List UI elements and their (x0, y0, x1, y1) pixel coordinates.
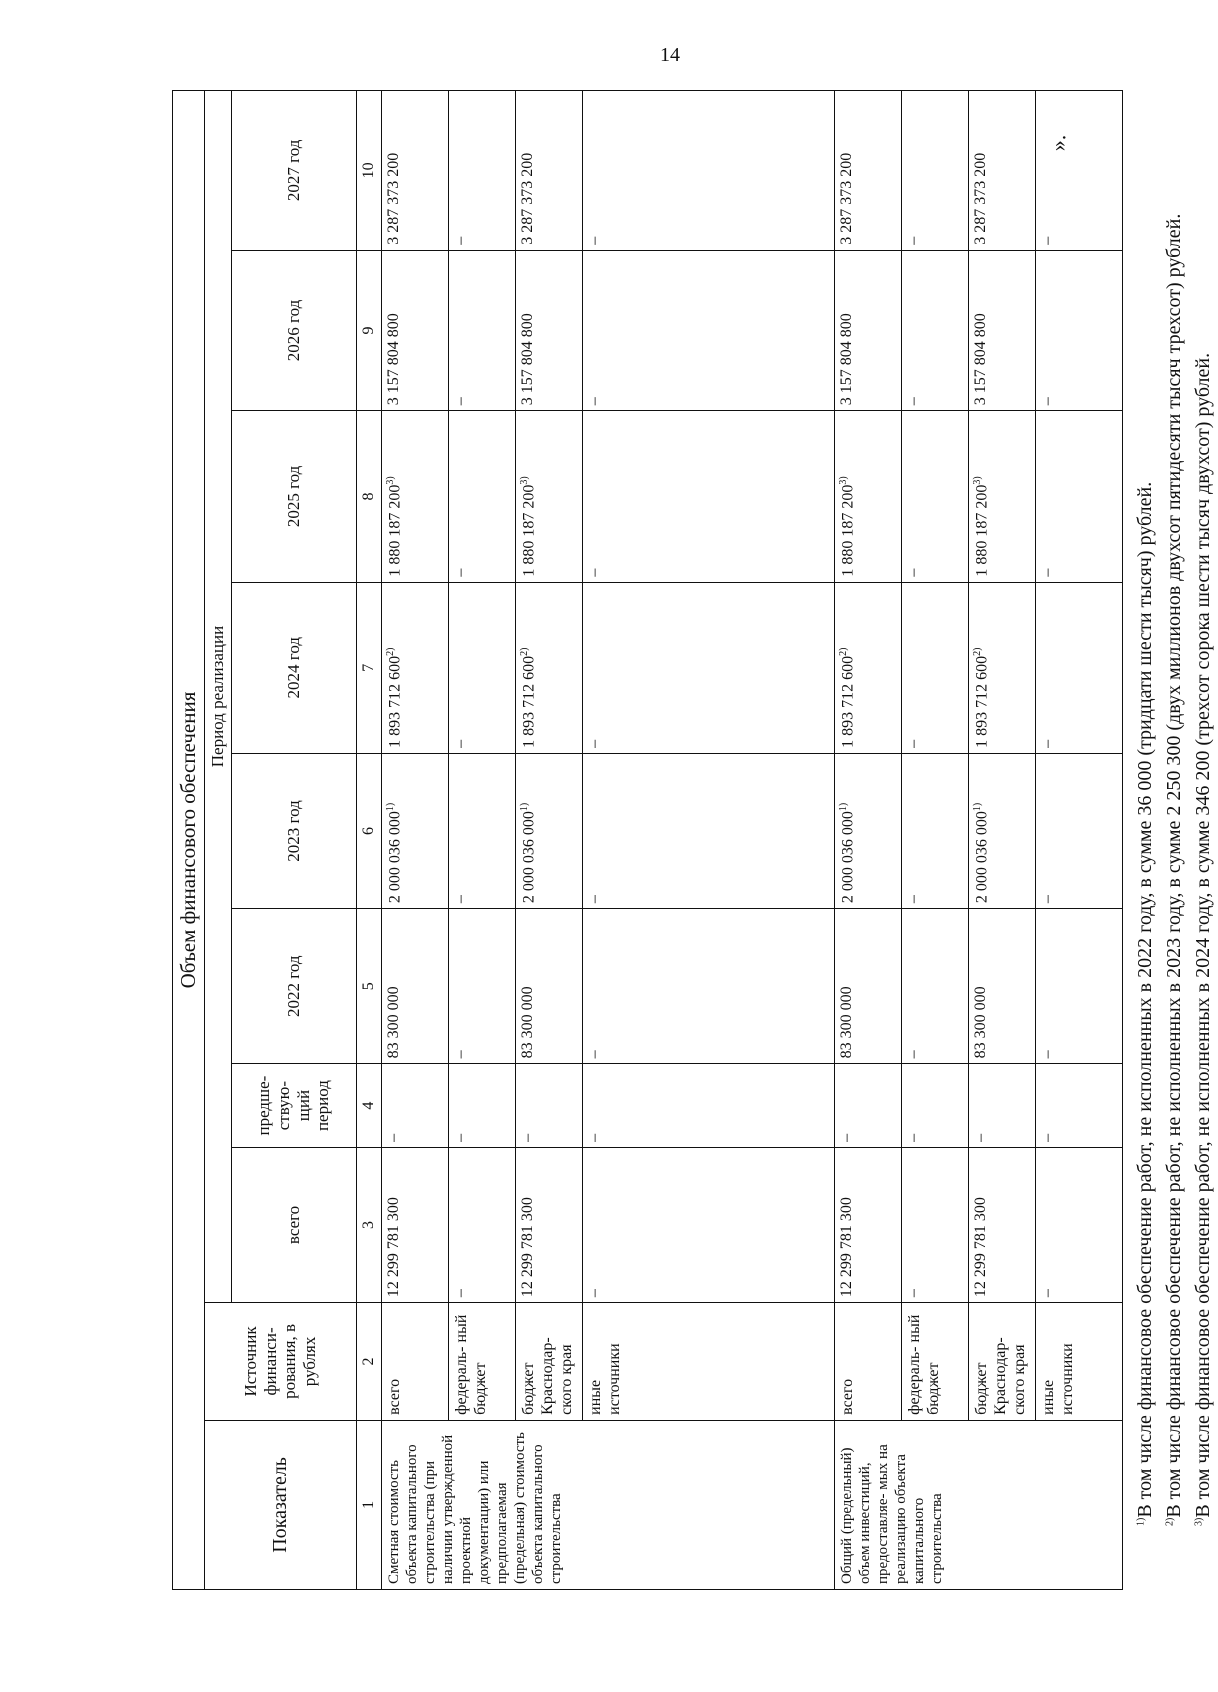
value-cell: – (834, 1064, 901, 1148)
value-cell: – (901, 753, 968, 908)
value-cell: – (381, 1064, 448, 1148)
financing-table (172, 90, 1123, 1590)
column-number-row (356, 91, 381, 1590)
footnote-ref: 3) (518, 476, 530, 485)
value-cell: 2 000 036 000$^{1)}$ (381, 753, 448, 908)
footnote-ref: 1) (384, 802, 396, 812)
value-cell: – (582, 411, 834, 582)
indicator-cell: Сметная стоимость объекта капитального строительства (при наличии утвержденной проектной документации) или предполагаемая (предельная) стоимость объекта капитального строительства (381, 1420, 834, 1589)
header-year-2024: 2024 год (231, 582, 356, 753)
value-cell: – (901, 582, 968, 753)
source-cell: бюджет Краснодар- ского края (515, 1303, 582, 1421)
value-cell: 1 893 712 600$^{2)}$ (381, 582, 448, 753)
header-year-2023: 2023 год (231, 753, 356, 908)
header-total: всего (231, 1147, 356, 1302)
col-number: 2 (356, 1303, 381, 1421)
header-year-2022: 2022 год (231, 909, 356, 1064)
header-year-2026: 2026 год (231, 250, 356, 411)
value-cell: 1 880 187 200$^{3)}$ (834, 411, 901, 582)
value-cell: 83 300 000 (968, 909, 1035, 1064)
header-year-2027: 2027 год (231, 91, 356, 251)
value-cell: 3 157 804 800 (515, 250, 582, 411)
value-cell: 83 300 000 (834, 909, 901, 1064)
footnote-ref: 1) (518, 802, 530, 812)
value-cell: 3 287 373 200 (515, 91, 582, 251)
value-cell: 3 157 804 800 (968, 250, 1035, 411)
footnote-ref: 2) (837, 647, 849, 656)
value-cell: – (901, 411, 968, 582)
indicator-cell: Общий (предельный) объем инвестиций, предоставляе- мых на реализацию объекта капитального строительства (834, 1420, 1122, 1589)
value-cell: – (582, 1064, 834, 1148)
value-cell: – (582, 1147, 834, 1302)
closing-quote-mark: ». (1045, 134, 1071, 152)
value-cell: – (901, 909, 968, 1064)
header-source: Источник финанси- рования, в рублях (205, 1303, 357, 1421)
page-number: 14 (660, 44, 680, 66)
value-cell: – (901, 1147, 968, 1302)
value-cell: 83 300 000 (515, 909, 582, 1064)
value-cell: – (1035, 411, 1122, 582)
col-number: 10 (356, 91, 381, 251)
value-cell: 1 893 712 600$^{2)}$ (968, 582, 1035, 753)
table-row (834, 91, 901, 1590)
footnote-ref: 2) (518, 647, 530, 656)
value-cell: – (448, 250, 515, 411)
value-cell: – (448, 909, 515, 1064)
footnote-ref: 3) (971, 476, 983, 485)
value-cell: – (448, 91, 515, 251)
value-cell: – (901, 250, 968, 411)
footnote-1: $^{1)}$В том числе финансовое обеспечение работ, не исполненных в 2022 году, в сумме 36 000 (тридцати шести тысяч) рублей. (1133, 481, 1156, 1526)
value-cell: 3 157 804 800 (834, 250, 901, 411)
value-cell: 1 880 187 200$^{3)}$ (968, 411, 1035, 582)
footnote-2: $^{2)}$В том числе финансовое обеспечение работ, не исполненных в 2023 году, в сумме 2 250 300 (двух миллионов двухсот пятидесяти тысяч трехсот) рублей. (1162, 213, 1185, 1526)
value-cell: – (1035, 91, 1122, 251)
source-cell: иные источники (582, 1303, 834, 1421)
value-cell: – (1035, 753, 1122, 908)
col-number: 5 (356, 909, 381, 1064)
header-indicator: Показатель (205, 1420, 357, 1589)
footnote-ref: 3) (384, 476, 396, 485)
source-cell: федераль- ный бюджет (448, 1303, 515, 1421)
col-number: 7 (356, 582, 381, 753)
value-cell: 1 880 187 200$^{3)}$ (381, 411, 448, 582)
value-cell: – (1035, 1064, 1122, 1148)
col-number: 9 (356, 250, 381, 411)
col-number: 6 (356, 753, 381, 908)
source-cell: всего (834, 1303, 901, 1421)
value-cell: 3 287 373 200 (381, 91, 448, 251)
table-row (901, 91, 968, 1590)
value-cell: – (582, 91, 834, 251)
value-cell: – (582, 250, 834, 411)
value-cell: 12 299 781 300 (834, 1147, 901, 1302)
table-caption: Объем финансового обеспечения (173, 91, 205, 1590)
footnote-ref: 2) (384, 647, 396, 656)
value-cell: 2 000 036 000$^{1)}$ (834, 753, 901, 908)
footnote-ref: 2) (971, 647, 983, 656)
value-cell: 83 300 000 (381, 909, 448, 1064)
header-period: Период реализации (205, 91, 232, 1303)
value-cell: 3 287 373 200 (968, 91, 1035, 251)
footnote-ref: 3) (837, 476, 849, 485)
source-cell: федераль- ный бюджет (901, 1303, 968, 1421)
value-cell: – (582, 909, 834, 1064)
table-row (381, 91, 448, 1590)
value-cell: 12 299 781 300 (968, 1147, 1035, 1302)
value-cell: 2 000 036 000$^{1)}$ (515, 753, 582, 908)
value-cell: – (1035, 582, 1122, 753)
value-cell: – (1035, 1147, 1122, 1302)
source-cell: бюджет Краснодар- ского края (968, 1303, 1035, 1421)
table-row (448, 91, 515, 1590)
value-cell: 12 299 781 300 (381, 1147, 448, 1302)
col-number: 3 (356, 1147, 381, 1302)
value-cell: – (448, 1064, 515, 1148)
col-number: 8 (356, 411, 381, 582)
value-cell: – (448, 1147, 515, 1302)
footnote-3: $^{3)}$В том числе финансовое обеспечение работ, не исполненных в 2024 году, в сумме 346 200 (трехсот сорока шести тысяч двухсот) рублей. (1191, 352, 1214, 1526)
table-row (968, 91, 1035, 1590)
value-cell: – (968, 1064, 1035, 1148)
value-cell: 3 287 373 200 (834, 91, 901, 251)
value-cell: 1 893 712 600$^{2)}$ (515, 582, 582, 753)
footnote-ref: 1) (837, 802, 849, 812)
value-cell: 3 157 804 800 (381, 250, 448, 411)
value-cell: – (901, 1064, 968, 1148)
value-cell: – (901, 91, 968, 251)
source-cell: иные источники (1035, 1303, 1122, 1421)
footnote-ref: 1) (971, 802, 983, 812)
col-number: 1 (356, 1420, 381, 1589)
value-cell: – (1035, 909, 1122, 1064)
value-cell: – (582, 582, 834, 753)
table-row (1035, 91, 1122, 1590)
value-cell: 2 000 036 000$^{1)}$ (968, 753, 1035, 908)
col-number: 4 (356, 1064, 381, 1148)
table-row (515, 91, 582, 1590)
value-cell: – (582, 753, 834, 908)
source-cell: всего (381, 1303, 448, 1421)
header-year-2025: 2025 год (231, 411, 356, 582)
value-cell: – (515, 1064, 582, 1148)
rotated-landscape-content (172, 90, 1214, 1590)
header-previous-period: предше- ствую- щий период (231, 1064, 356, 1148)
value-cell: – (1035, 250, 1122, 411)
value-cell: – (448, 753, 515, 908)
value-cell: – (448, 582, 515, 753)
footnotes (1131, 90, 1218, 1590)
value-cell: 1 893 712 600$^{2)}$ (834, 582, 901, 753)
table-row (582, 91, 834, 1590)
value-cell: 1 880 187 200$^{3)}$ (515, 411, 582, 582)
value-cell: 12 299 781 300 (515, 1147, 582, 1302)
value-cell: – (448, 411, 515, 582)
